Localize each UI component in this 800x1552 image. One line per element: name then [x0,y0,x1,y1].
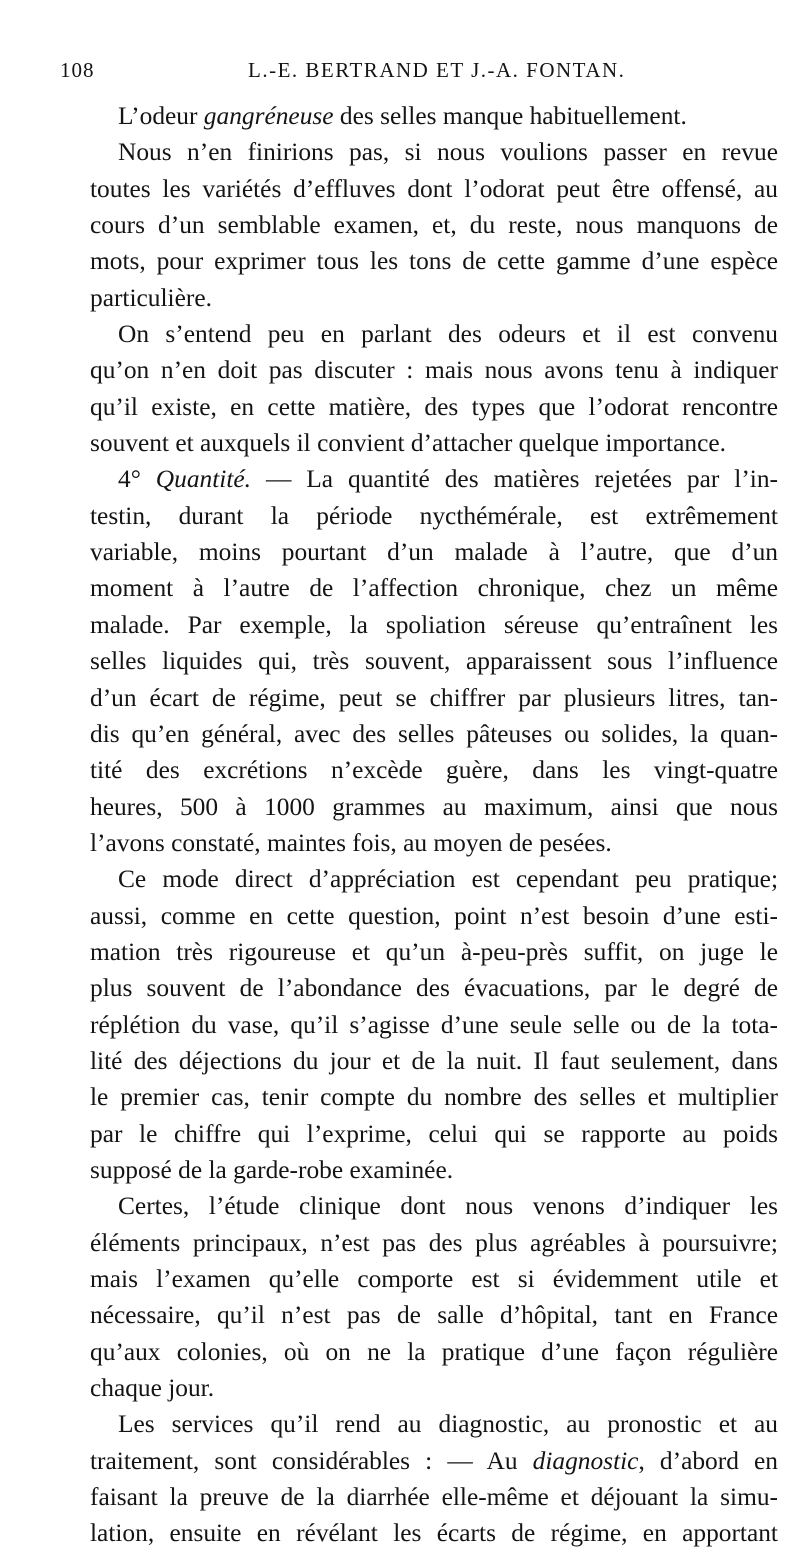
text-run: Certes, l’étude clinique dont nous venons d’indiquer les [118,1192,778,1221]
text-line [60,534,778,570]
text-run: éléments principaux, n’est pas des plus agréables à poursuivre; [90,1228,778,1257]
text-run: selles liquides qui, très souvent, apparaissent sous l’influence [90,647,778,676]
text-run: dis qu’en général, avec des selles pâteuses ou solides, la quan- [90,719,778,748]
text-run: Les services qu’il rend au diagnostic, au pronostic et au [118,1410,778,1439]
text-run: plus souvent de l’abondance des évacuations, par le degré de [90,974,778,1003]
text-run: supposé de la garde-robe examinée. [90,1155,454,1184]
document-page [60,58,778,1552]
text-run: traitement, sont considérables : — Au [90,1446,533,1475]
text-line [60,389,778,425]
text-line [60,1116,778,1152]
paragraph [60,134,778,316]
text-run: lité des déjections du jour et de la nuit. Il faut seulement, dans [90,1046,778,1075]
text-line [60,1443,778,1479]
text-line [60,1043,778,1079]
text-run: malade. Par exemple, la spoliation séreuse qu’entraînent les [90,610,778,639]
text-run: des selles manque habituellement. [333,102,687,130]
text-run: mation très rigoureuse et qu’un à-peu-près suffit, on juge le [90,937,778,966]
text-line [60,1406,778,1442]
text-run: le premier cas, tenir compte du nombre des selles et multiplier [90,1083,778,1112]
text-run: moment à l’autre de l’affection chronique, chez un même [90,574,778,603]
text-line [60,607,778,643]
text-run: chaque jour. [90,1374,215,1403]
text-run: particulière. [90,283,212,312]
text-line [60,970,778,1006]
page-header [60,58,778,98]
text-line [60,1188,778,1224]
text-run: 4° [118,465,156,494]
text-line [60,825,778,861]
text-line [60,316,778,352]
text-line [60,1334,778,1370]
text-line [60,243,778,279]
text-run: Ce mode direct d’appréciation est cependant peu pratique; [118,865,778,894]
text-run: On s’entend peu en parlant des odeurs et il est convenu [118,320,778,349]
paragraph [60,461,778,861]
running-title: L.-E. BERTRAND ET J.-A. FONTAN. [248,58,626,82]
paragraph [60,1406,778,1551]
page-number: 108 [60,58,95,82]
text-line [60,98,778,134]
text-run: nécessaire, qu’il n’est pas de salle d’hôpital, tant en France [90,1301,778,1330]
text-line [60,752,778,788]
text-run: faisant la preuve de la diarrhée elle-même et déjouant la simu- [90,1483,778,1512]
text-line [60,134,778,170]
text-run: tité des excrétions n’excède guère, dans les vingt-quatre [90,756,778,785]
text-run: aussi, comme en cette question, point n’est besoin d’une esti- [90,901,778,930]
text-line [60,352,778,388]
italic-run: gangréneuse [203,102,334,130]
paragraph [60,861,778,1188]
text-run: par le chiffre qui l’exprime, celui qui se rapporte au poids [90,1119,778,1148]
text-run: mots, pour exprimer tous les tons de cette gamme d’une espèce [90,247,778,276]
text-line [60,789,778,825]
text-line [60,280,778,316]
text-run: — La quantité des matières rejetées par l’in- [251,465,778,494]
text-run: mais l’examen qu’elle comporte est si évidemment utile et [90,1265,778,1293]
italic-run: diagnostic [532,1446,639,1475]
text-run: qu’aux colonies, où on ne la pratique d’une façon régulière [90,1337,778,1366]
text-line [60,1297,778,1333]
text-line [60,1225,778,1261]
text-run: l’avons constaté, maintes fois, au moyen de pesées. [90,828,612,857]
text-run: d’un écart de régime, peut se chiffrer par plusieurs litres, tan- [90,683,778,712]
text-run: cours d’un semblable examen, et, du reste, nous manquons de [90,211,778,240]
text-line [60,643,778,679]
paragraph [60,1188,778,1406]
text-line [60,934,778,970]
text-run: variable, moins pourtant d’un malade à l’autre, que d’un [90,538,778,567]
paragraph [60,316,778,461]
text-run: lation, ensuite en révélant les écarts de régime, en apportant [90,1519,778,1548]
text-run: souvent et auxquels il convient d’attacher quelque importance. [90,429,726,458]
text-line [60,716,778,752]
text-line [60,570,778,606]
text-run: Nous n’en finirions pas, si nous voulions passer en revue [118,138,778,167]
text-line [60,207,778,243]
body-text [60,98,778,1552]
text-line [60,171,778,207]
italic-run: Quantité. [155,465,251,494]
paragraph [60,98,778,134]
text-line [60,1007,778,1043]
text-line [60,1261,778,1297]
text-line [60,425,778,461]
text-line [60,898,778,934]
text-line [60,1079,778,1115]
text-run: réplétion du vase, qu’il s’agisse d’une seule selle ou de la tota- [90,1010,778,1039]
text-line [60,1370,778,1406]
text-line [60,680,778,716]
text-line [60,1515,778,1551]
text-run: testin, durant la période nycthémérale, est extrêmement [90,501,778,530]
text-run: heures, 500 à 1000 grammes au maximum, ainsi que nous [90,792,778,821]
text-run: toutes les variétés d’effluves dont l’odorat peut être offensé, au [90,174,778,203]
text-run: , d’abord en [638,1446,778,1475]
text-line [60,498,778,534]
text-line [60,1479,778,1515]
text-line [60,1152,778,1188]
text-run: qu’on n’en doit pas discuter : mais nous avons tenu à indiquer [90,356,778,385]
text-line [60,861,778,897]
text-line [60,461,778,497]
text-run: qu’il existe, en cette matière, des types que l’odorat rencontre [90,392,778,421]
text-run: L’odeur [118,102,204,130]
